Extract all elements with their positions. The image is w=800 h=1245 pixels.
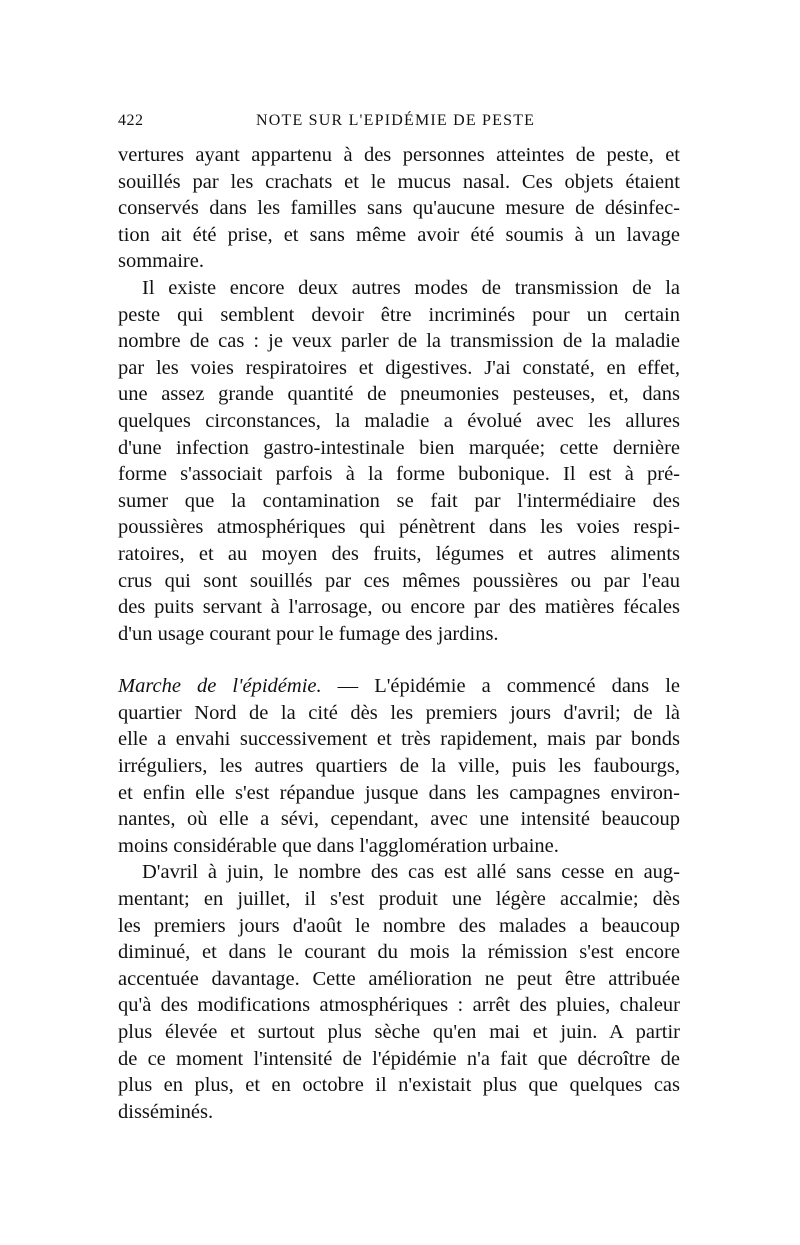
text-line: par les voies respiratoires et digestives. J'ai constaté, en effet, bbox=[118, 356, 680, 379]
text-line: et enfin elle s'est répandue jusque dans les campagnes environ- bbox=[118, 781, 680, 804]
text-line: plus en plus, et en octobre il n'existait plus que quelques cas bbox=[118, 1074, 680, 1097]
text-line: qu'à des modifications atmosphériques : arrêt des pluies, chaleur bbox=[118, 994, 680, 1017]
text-line: vertures ayant appartenu à des personnes atteintes de peste, et bbox=[118, 144, 680, 166]
text-line: poussières atmosphériques qui pénètrent dans les voies respi- bbox=[118, 516, 680, 539]
text-line: quartier Nord de la cité dès les premiers jours d'avril; de là bbox=[118, 701, 680, 724]
text-line: ratoires, et au moyen des fruits, légumes et autres aliments bbox=[118, 542, 680, 565]
text-line: les premiers jours d'août le nombre des malades a beaucoup bbox=[118, 914, 680, 937]
text-line: souillés par les crachats et le mucus nasal. Ces objets étaient bbox=[118, 170, 680, 193]
text-line: tion ait été prise, et sans même avoir été soumis à un lavage bbox=[118, 223, 680, 246]
text-line bbox=[118, 673, 680, 700]
text-line: crus qui sont souillés par ces mêmes poussières ou par l'eau bbox=[118, 569, 680, 592]
text-line: des puits servant à l'arrosage, ou encore par des matières fécales bbox=[118, 596, 680, 619]
text-line: de ce moment l'intensité de l'épidémie n'a fait que décroître de bbox=[118, 1047, 680, 1070]
text-line: D'avril à juin, le nombre des cas est allé sans cesse en aug- bbox=[142, 861, 680, 884]
text-line: forme s'associait parfois à la forme bubonique. Il est à pré- bbox=[118, 463, 680, 486]
paragraph-3 bbox=[118, 673, 680, 859]
text-line: disséminés. bbox=[118, 1100, 214, 1123]
text-line: nantes, où elle a sévi, cependant, avec une intensité beaucoup bbox=[118, 808, 680, 831]
text-line: peste qui semblent devoir être incriminés pour un certain bbox=[118, 303, 680, 326]
text-line: elle a envahi successivement et très rapidement, mais par bonds bbox=[118, 728, 680, 751]
text-line: mentant; en juillet, il s'est produit une légère accalmie; dès bbox=[118, 888, 680, 911]
running-head bbox=[118, 112, 680, 142]
text-line: sumer que la contamination se fait par l'intermédiaire des bbox=[118, 489, 680, 512]
paragraph-4 bbox=[118, 859, 680, 1125]
paragraph-1 bbox=[118, 142, 680, 275]
text-line: plus élevée et surtout plus sèche qu'en mai et juin. A partir bbox=[118, 1021, 680, 1043]
page-number: 422 bbox=[118, 112, 144, 129]
text-line: Il existe encore deux autres modes de transmission de la bbox=[142, 276, 680, 299]
text-line: nombre de cas : je veux parler de la transmission de la maladie bbox=[118, 330, 680, 353]
text-line: irréguliers, les autres quartiers de la ville, puis les faubourgs, bbox=[118, 755, 680, 778]
text-line: moins considérable que dans l'agglomération urbaine. bbox=[118, 834, 559, 857]
text-line: une assez grande quantité de pneumonies pesteuses, et, dans bbox=[118, 383, 680, 406]
text-line: accentuée davantage. Cette amélioration ne peut être attribuée bbox=[118, 967, 680, 990]
text-line-rest: — L'épidémie a commencé dans le bbox=[321, 675, 680, 698]
text-line: diminué, et dans le courant du mois la rémission s'est encore bbox=[118, 941, 680, 964]
text-line: sommaire. bbox=[118, 250, 204, 273]
text-line: quelques circonstances, la maladie a évolué avec les allures bbox=[118, 409, 680, 432]
text-line: conservés dans les familles sans qu'aucune mesure de désinfec- bbox=[118, 197, 680, 220]
paragraph-2 bbox=[118, 275, 680, 647]
text-line: d'un usage courant pour le fumage des jardins. bbox=[118, 622, 499, 645]
page bbox=[118, 112, 680, 1125]
section-heading: Marche de l'épidémie. bbox=[118, 675, 322, 698]
running-title: NOTE SUR L'EPIDÉMIE DE PESTE bbox=[256, 112, 536, 129]
text-line: d'une infection gastro-intestinale bien marquée; cette dernière bbox=[118, 436, 680, 459]
